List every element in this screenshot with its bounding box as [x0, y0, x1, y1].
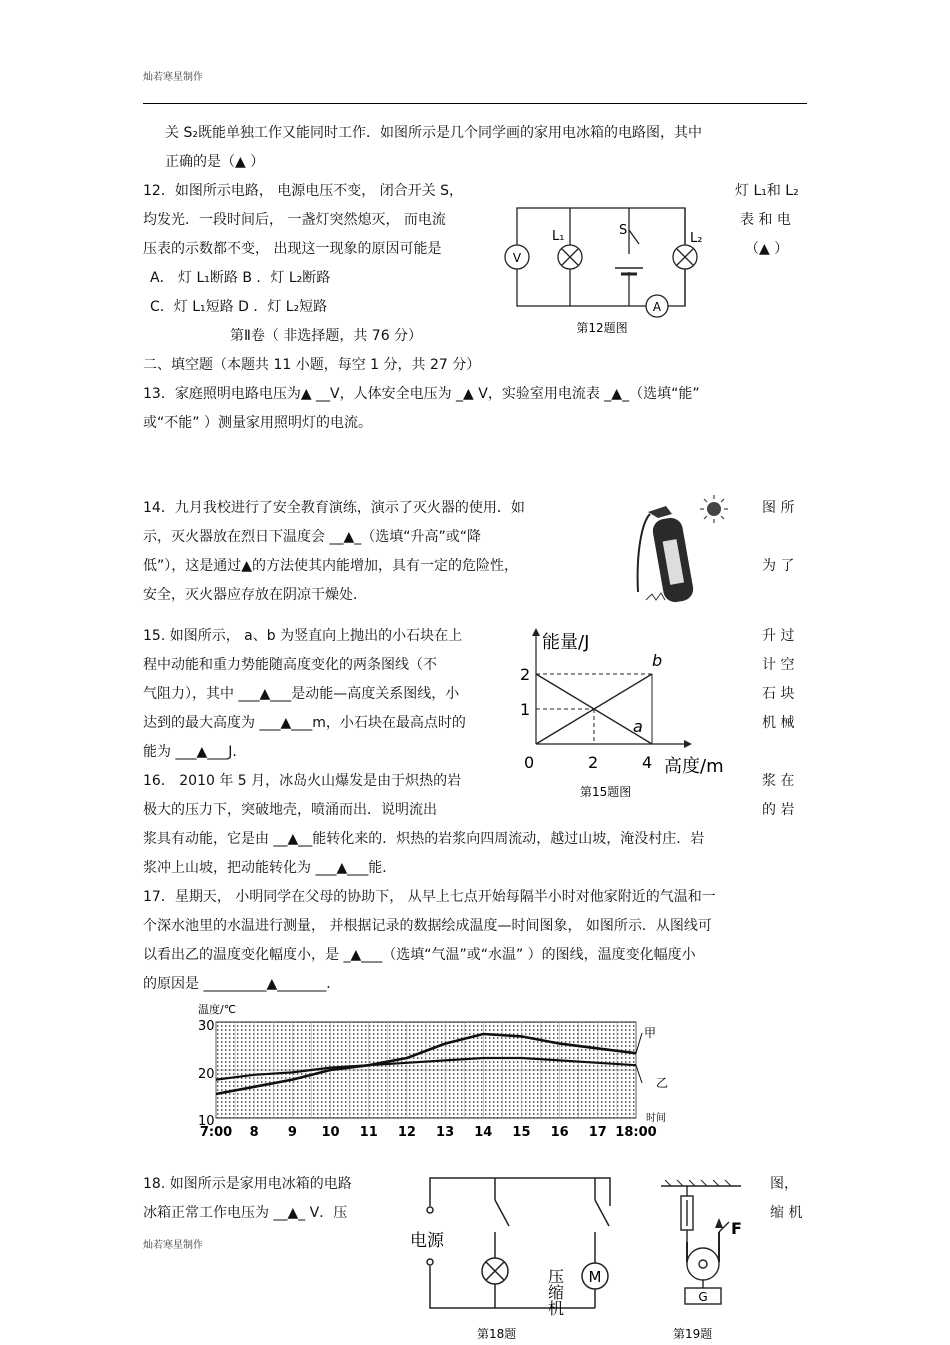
fig17-xtick: 8 — [249, 1125, 259, 1140]
q17-line-d: 的原因是 _________▲_______． — [143, 976, 341, 992]
fig17-xtick: 16 — [550, 1125, 569, 1140]
q15-line-a-right: 升 过 — [762, 628, 795, 644]
fig18-compressor-label: 压缩机 — [545, 1268, 565, 1316]
q18-line-a: 18. 如图所示是家用电冰箱的电路 — [143, 1176, 352, 1192]
q14-line-c: 低”），这是通过▲的方法使其内能增加，具有一定的危险性， — [143, 558, 519, 574]
q12-line-b: 均发光．一段时间后， 一盏灯突然熄灭， 而电流 — [143, 212, 446, 228]
q14-line-b: 示，灭火器放在烈日下温度会 __▲_（选填“升高”或“降 — [143, 529, 481, 545]
q12-line-c: 压表的示数都不变， 出现这一现象的原因可能是 — [143, 241, 442, 257]
fig17-series-yi-label: 乙 — [656, 1076, 669, 1090]
q15-line-c-right: 石 块 — [762, 686, 795, 702]
fig19-pulley — [655, 1178, 755, 1345]
fig15-ytick-2: 2 — [520, 665, 531, 684]
fig12-label-a: A — [652, 300, 662, 314]
header-rule — [143, 103, 807, 104]
q18-line-a-right: 图， — [770, 1176, 798, 1192]
q15-line-c: 气阻力），其中 ___▲___是动能—高度关系图线，小 — [143, 686, 460, 702]
fig17-ytick-30: 30 — [198, 1019, 215, 1034]
q14-line-a: 14．九月我校进行了安全教育演练，演示了灭火器的使用．如 — [143, 500, 525, 516]
fig19-force-label: F — [731, 1219, 742, 1238]
fig19-caption: 第19题 — [673, 1327, 713, 1341]
fig17-xtick: 18:00 — [615, 1125, 657, 1140]
q12-options-cd: C．灯 L₁短路 D ．灯 L₂短路 — [150, 299, 328, 315]
q14-line-a-right: 图 所 — [762, 500, 795, 516]
fig17-xtick: 7:00 — [199, 1125, 233, 1140]
q16-line-d: 浆冲上山坡，把动能转化为 ___▲___能． — [143, 860, 397, 876]
q17-line-c: 以看出乙的温度变化幅度小，是 _▲___（选填“气温”或“水温” ）的图线，温度变化幅度小 — [143, 947, 696, 963]
fig17-ytick-20: 20 — [198, 1067, 215, 1082]
q16-line-a: 16． 2010 年 5 月，冰岛火山爆发是由于炽热的岩 — [143, 773, 462, 789]
q16-line-c: 浆具有动能，它是由 __▲__能转化来的．炽热的岩浆向四周流动，越过山坡，淹没村庄．岩 — [143, 831, 705, 847]
q18-line-b-right: 缩 机 — [770, 1205, 803, 1221]
part2-title: 第Ⅱ卷（ 非选择题，共 76 分） — [230, 328, 423, 344]
fig12-circuit — [497, 200, 717, 340]
q15-line-a: 15. 如图所示， a、b 为竖直向上抛出的小石块在上 — [143, 628, 463, 644]
q16-line-b-right: 的 岩 — [762, 802, 795, 818]
q12-line-a: 12．如图所示电路， 电源电压不变， 闭合开关 S， — [143, 183, 464, 199]
q13-line-a: 13．家庭照明电路电压为▲ __V，人体安全电压为 _▲ V，实验室用电流表 _▲_（选填“能” — [143, 386, 700, 402]
fig15-xtick-4: 4 — [642, 753, 653, 772]
q13-line-b: 或“不能” ）测量家用照明灯的电流。 — [143, 415, 372, 431]
fig15-ytick-1: 1 — [520, 700, 531, 719]
q12-options-ab: A． 灯 L₁断路 B ．灯 L₂断路 — [150, 270, 331, 286]
fig18-motor-label: M — [588, 1268, 602, 1286]
q12-line-b-right: 表 和 电 — [740, 212, 791, 228]
fig18-caption: 第18题 — [477, 1327, 517, 1341]
fig19-weight-label: G — [698, 1290, 708, 1304]
fig18-circuit — [405, 1170, 635, 1345]
fig17-xtick: 15 — [512, 1125, 531, 1140]
q12-line-a-right: 灯 L₁和 L₂ — [735, 183, 799, 199]
q14-line-d: 安全，灭火器应存放在阴凉干燥处． — [143, 587, 367, 603]
q15-line-e: 能为 ___▲___J． — [143, 744, 247, 760]
fig17-xtick: 9 — [287, 1125, 297, 1140]
fig17-xtick: 13 — [436, 1125, 455, 1140]
q15-line-b: 程中动能和重力势能随高度变化的两条图线（不 — [143, 657, 437, 673]
fig12-label-s: S — [619, 223, 628, 238]
q15-line-d-right: 机 械 — [762, 715, 795, 731]
q14-line-c-right: 为 了 — [762, 558, 795, 574]
fig15-xlabel: 高度/m — [664, 756, 724, 777]
q15-line-d: 达到的最大高度为 ___▲___m，小石块在最高点时的 — [143, 715, 466, 731]
fig12-label-l1: L₁ — [552, 229, 565, 244]
fig15-series-a-label: a — [633, 717, 643, 736]
q16-line-a-right: 浆 在 — [762, 773, 795, 789]
sun-icon — [700, 495, 728, 523]
q18-line-b: 冰箱正常工作电压为 __▲_ V．压 — [143, 1205, 348, 1221]
fig15-xtick-2: 2 — [588, 753, 599, 772]
fig12-label-l2: L₂ — [690, 231, 703, 246]
line-intro-2: 正确的是（▲ ） — [165, 154, 265, 170]
fig17-ytick-10: 10 — [198, 1114, 215, 1129]
extinguisher-icon — [638, 506, 695, 604]
fig18-power-label: 电源 — [410, 1231, 444, 1251]
fig15-caption: 第15题图 — [580, 785, 632, 799]
q12-line-c-right: （▲ ） — [745, 241, 789, 257]
fig17-xtick: 17 — [588, 1125, 607, 1140]
fig17-series-leader — [636, 1065, 642, 1083]
fig12-label-v: V — [512, 251, 522, 265]
fig12-caption: 第12题图 — [576, 321, 628, 335]
section2-title: 二、填空题（本题共 11 小题，每空 1 分，共 27 分） — [143, 357, 481, 373]
fig17-xtick: 12 — [397, 1125, 416, 1140]
header-producer: 灿若寒星制作 — [143, 72, 203, 83]
fig15-ylabel: 能量/J — [542, 632, 590, 653]
footer-producer: 灿若寒星制作 — [143, 1240, 203, 1251]
fig15-ytick-0: 0 — [524, 753, 535, 772]
fig17-ylabel: 温度/℃ — [198, 1003, 237, 1016]
q17-line-b: 个深水池里的水温进行测量， 并根据记录的数据绘成温度—时间图象， 如图所示．从图线可 — [143, 918, 712, 934]
fig17-chart — [176, 1000, 676, 1150]
line-intro-1: 关 S₂既能单独工作又能同时工作．如图所示是几个同学画的家用电冰箱的电路图，其中 — [165, 125, 702, 141]
fig17-series-leader — [636, 1033, 642, 1053]
fig17-series-jia-label: 甲 — [644, 1026, 657, 1040]
fig17-xtick: 10 — [321, 1125, 340, 1140]
q15-line-b-right: 计 空 — [762, 657, 795, 673]
q17-line-a: 17．星期天， 小明同学在父母的协助下， 从早上七点开始每隔半小时对他家附近的气温和一 — [143, 889, 716, 905]
fig17-xlabel: 时间 — [646, 1113, 666, 1124]
fig14-extinguisher — [628, 492, 738, 610]
fig17-xtick: 11 — [359, 1125, 378, 1140]
fig15-series-b-label: b — [652, 651, 663, 670]
fig17-xtick: 14 — [474, 1125, 493, 1140]
q16-line-b: 极大的压力下，突破地壳，喷涌而出．说明流出 — [143, 802, 437, 818]
fig15-chart — [512, 622, 752, 802]
